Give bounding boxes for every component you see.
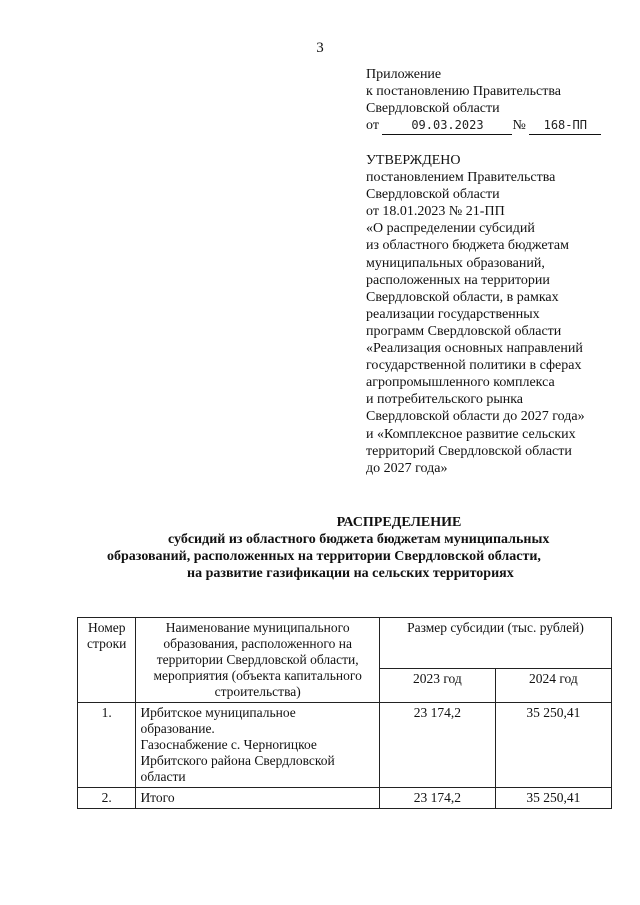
approved-line: Свердловской области: [366, 187, 500, 203]
title-heading: РАСПРЕДЕЛЕНИЕ: [336, 515, 462, 530]
header-row-number: Номер строки: [78, 618, 136, 703]
row-name: [136, 703, 380, 788]
row-name-line: области: [140, 769, 186, 784]
row-value-2023: 23 174,2: [379, 788, 495, 809]
header-municipality: Наименование муниципального образования, расположенного на территории Свердловской области, мероприятия (объекта капитального строительства): [136, 618, 380, 703]
approved-line: «Реализация основных направлений: [366, 341, 583, 357]
number-label: №: [512, 118, 526, 133]
table-row: [78, 788, 612, 809]
row-name-line: Итого: [140, 790, 175, 805]
approved-block: [366, 152, 585, 477]
approved-line: «О распределении субсидий: [366, 221, 535, 237]
title-line: на развитие газификации на сельских территориях: [187, 566, 514, 581]
approved-line: агропромышленного комплекса: [366, 375, 555, 391]
appendix-block: [366, 66, 601, 135]
approved-line: расположенных на территории: [366, 272, 550, 288]
approved-line: УТВЕРЖДЕНО: [366, 153, 461, 168]
subsidy-table: [77, 617, 612, 809]
approved-line: муниципальных образований,: [366, 255, 545, 271]
approved-line: государственной политики в сферах: [366, 358, 582, 374]
approved-line: Свердловской области, в рамках: [366, 289, 559, 305]
header-year-2024: 2024 год: [495, 669, 611, 703]
document-title: [60, 514, 620, 582]
row-number: 2.: [78, 788, 136, 809]
approved-line: Свердловской области до 2027 года»: [366, 409, 585, 425]
row-value-2024: 35 250,41: [495, 788, 611, 809]
row-value-2023: 23 174,2: [379, 703, 495, 788]
appendix-line: Свердловской области: [366, 101, 500, 116]
resolution-number: 168-ПП: [529, 117, 601, 135]
approved-line: и «Комплексное развитие сельских: [366, 426, 576, 442]
row-number: 1.: [78, 703, 136, 788]
row-name-line: Газоснабжение с. Черноrицкое: [140, 737, 317, 752]
header-year-2023: 2023 год: [379, 669, 495, 703]
approved-line: от 18.01.2023 № 21-ПП: [366, 204, 505, 220]
title-line: субсидий из областного бюджета бюджетам муниципальных: [168, 532, 550, 547]
row-name-line: Ирбитское муниципальное: [140, 705, 296, 720]
from-label: от: [366, 118, 379, 133]
approved-line: из областного бюджета бюджетам: [366, 238, 569, 254]
appendix-line: к постановлению Правительства: [366, 84, 562, 99]
row-value-2024: 35 250,41: [495, 703, 611, 788]
appendix-date-line: [366, 117, 601, 135]
approved-line: постановлением Правительства: [366, 170, 556, 186]
resolution-date: 09.03.2023: [382, 117, 512, 135]
approved-line: программ Свердловской области: [366, 323, 562, 339]
row-name-line: Ирбитского района Свердловской: [140, 753, 335, 768]
header-subsidy-amount: Размер субсидии (тыс. рублей): [379, 618, 611, 669]
approved-line: до 2027 года»: [366, 460, 448, 476]
appendix-line: Приложение: [366, 67, 442, 82]
page-number: 3: [316, 40, 324, 56]
row-name-line: образование.: [140, 721, 215, 736]
approved-line: и потребительского рынка: [366, 392, 524, 408]
approved-line: территорий Свердловской области: [366, 443, 572, 459]
row-name: [136, 788, 380, 809]
title-line: образований, расположенных на территории Свердловской области,: [107, 549, 541, 564]
approved-line: реализации государственных: [366, 306, 540, 322]
table-row: [78, 703, 612, 788]
